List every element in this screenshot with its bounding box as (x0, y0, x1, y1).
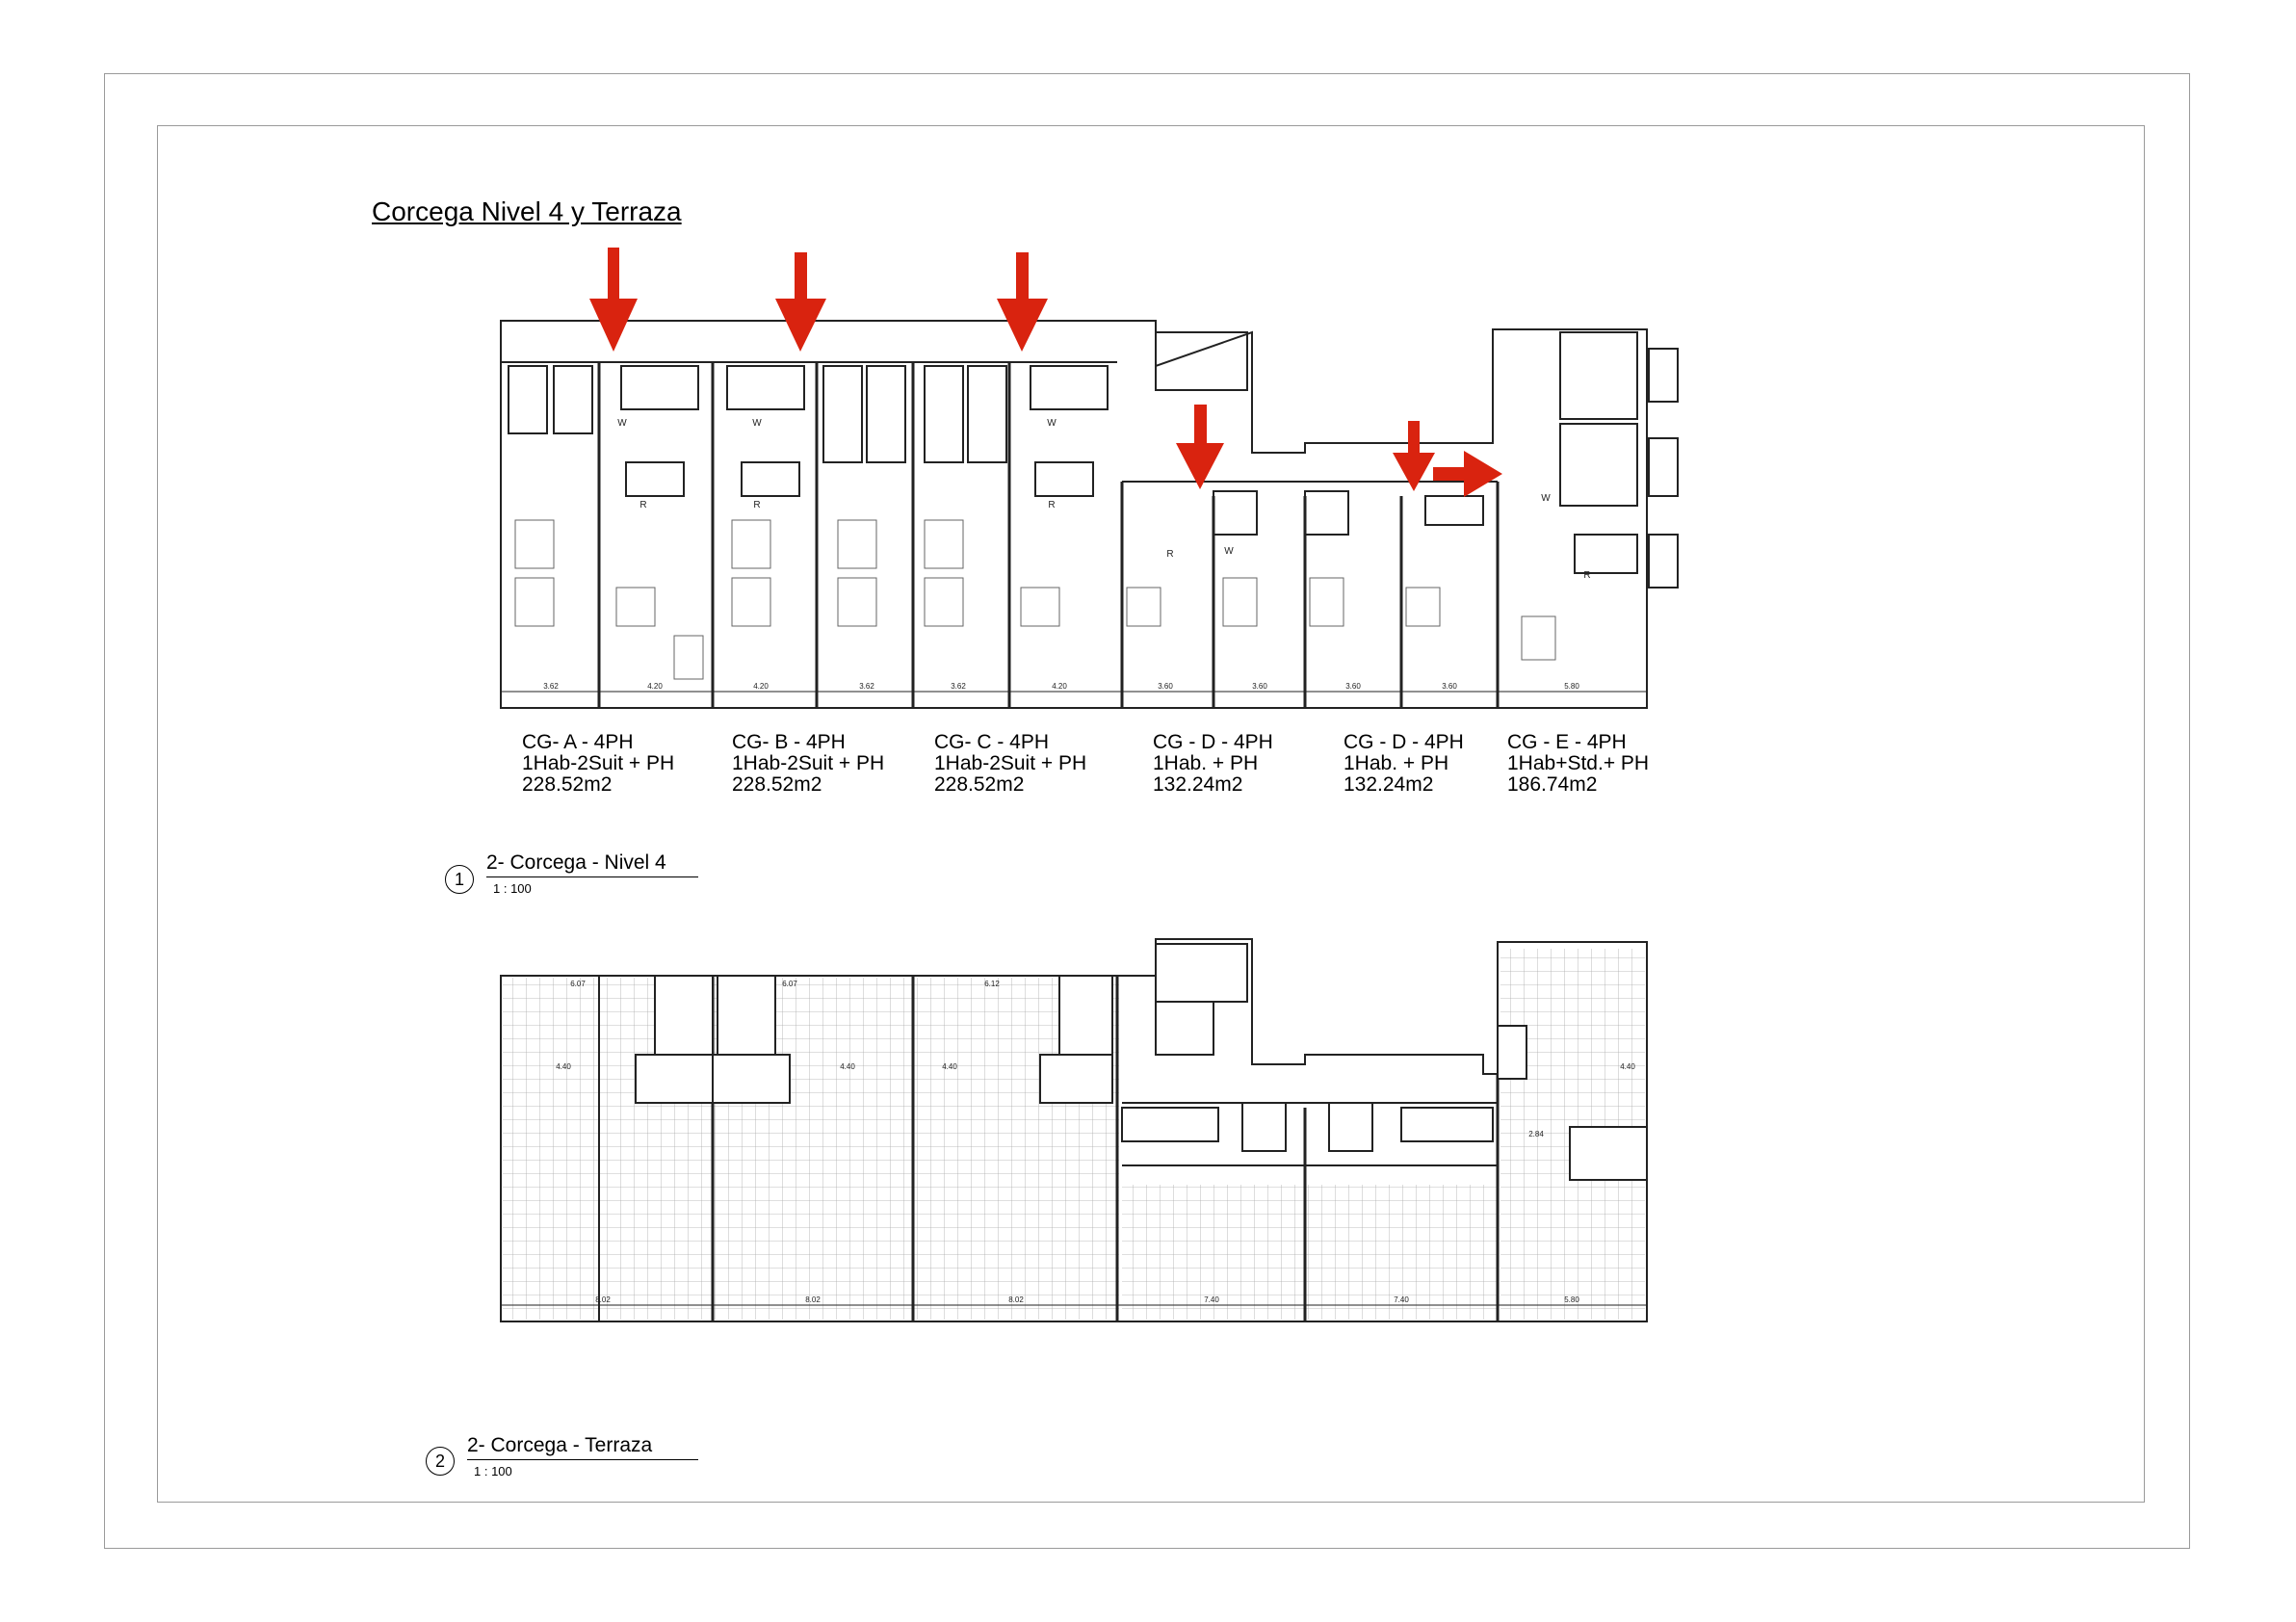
unit-type: 1Hab-2Suit + PH (522, 752, 675, 774)
unit-code: CG - D - 4PH (1153, 731, 1273, 753)
view-underline (467, 1459, 698, 1460)
dimension-label: 4.40 (1620, 1062, 1635, 1071)
unit-type: 1Hab. + PH (1344, 752, 1449, 774)
dimension-label: 4.40 (942, 1062, 957, 1071)
dimension-label: 3.62 (951, 682, 966, 691)
unit-code: CG- A - 4PH (522, 731, 634, 753)
dimension-label: 4.20 (1052, 682, 1067, 691)
unit-area: 228.52m2 (934, 773, 1025, 796)
dimension-label: 3.60 (1252, 682, 1267, 691)
view-scale: 1 : 100 (474, 1464, 512, 1478)
room-tag: W (1224, 546, 1234, 557)
dimension-label: 7.40 (1204, 1295, 1219, 1304)
view-number: 2 (426, 1447, 455, 1476)
unit-type: 1Hab+Std.+ PH (1507, 752, 1650, 774)
view-name: 2- Corcega - Nivel 4 (486, 851, 666, 874)
room-tag: W (752, 418, 762, 429)
dimension-label: 6.12 (984, 980, 1000, 988)
room-tag: R (1583, 570, 1591, 581)
dimension-label: 6.07 (570, 980, 586, 988)
sheet-title: Corcega Nivel 4 y Terraza (372, 196, 682, 226)
dimension-label: 8.02 (1008, 1295, 1024, 1304)
room-tag: R (639, 500, 647, 510)
dimension-label: 7.40 (1394, 1295, 1409, 1304)
room-tag: R (1166, 549, 1174, 560)
dimension-label: 4.20 (647, 682, 663, 691)
dimension-label: 8.02 (805, 1295, 821, 1304)
room-tag: W (1541, 493, 1551, 504)
unit-type: 1Hab. + PH (1153, 752, 1259, 774)
room-tag: R (1048, 500, 1056, 510)
view-number: 1 (445, 865, 474, 894)
view-name: 2- Corcega - Terraza (467, 1434, 653, 1456)
unit-type: 1Hab-2Suit + PH (934, 752, 1087, 774)
unit-code: CG - E - 4PH (1507, 731, 1627, 753)
view-scale: 1 : 100 (493, 881, 532, 896)
dimension-label: 3.62 (543, 682, 559, 691)
dimension-label: 3.62 (859, 682, 874, 691)
dimension-label: 3.60 (1442, 682, 1457, 691)
unit-area: 132.24m2 (1344, 773, 1434, 796)
unit-area: 228.52m2 (732, 773, 822, 796)
dimension-label: 8.02 (595, 1295, 611, 1304)
room-tag: W (617, 418, 627, 429)
unit-area: 228.52m2 (522, 773, 613, 796)
unit-type: 1Hab-2Suit + PH (732, 752, 885, 774)
dimension-label: 4.20 (753, 682, 769, 691)
dimension-label: 5.80 (1564, 682, 1579, 691)
room-tag: R (753, 500, 761, 510)
dimension-label: 5.80 (1564, 1295, 1579, 1304)
unit-code: CG- C - 4PH (934, 731, 1050, 753)
dimension-label: 4.40 (556, 1062, 571, 1071)
unit-code: CG- B - 4PH (732, 731, 846, 753)
dimension-label: 6.07 (782, 980, 797, 988)
dimension-label: 4.40 (840, 1062, 855, 1071)
dimension-label: 2.84 (1528, 1130, 1544, 1138)
dimension-label: 3.60 (1158, 682, 1173, 691)
unit-area: 186.74m2 (1507, 773, 1598, 796)
dimension-label: 3.60 (1345, 682, 1361, 691)
unit-code: CG - D - 4PH (1344, 731, 1464, 753)
unit-area: 132.24m2 (1153, 773, 1243, 796)
room-tag: W (1047, 418, 1057, 429)
